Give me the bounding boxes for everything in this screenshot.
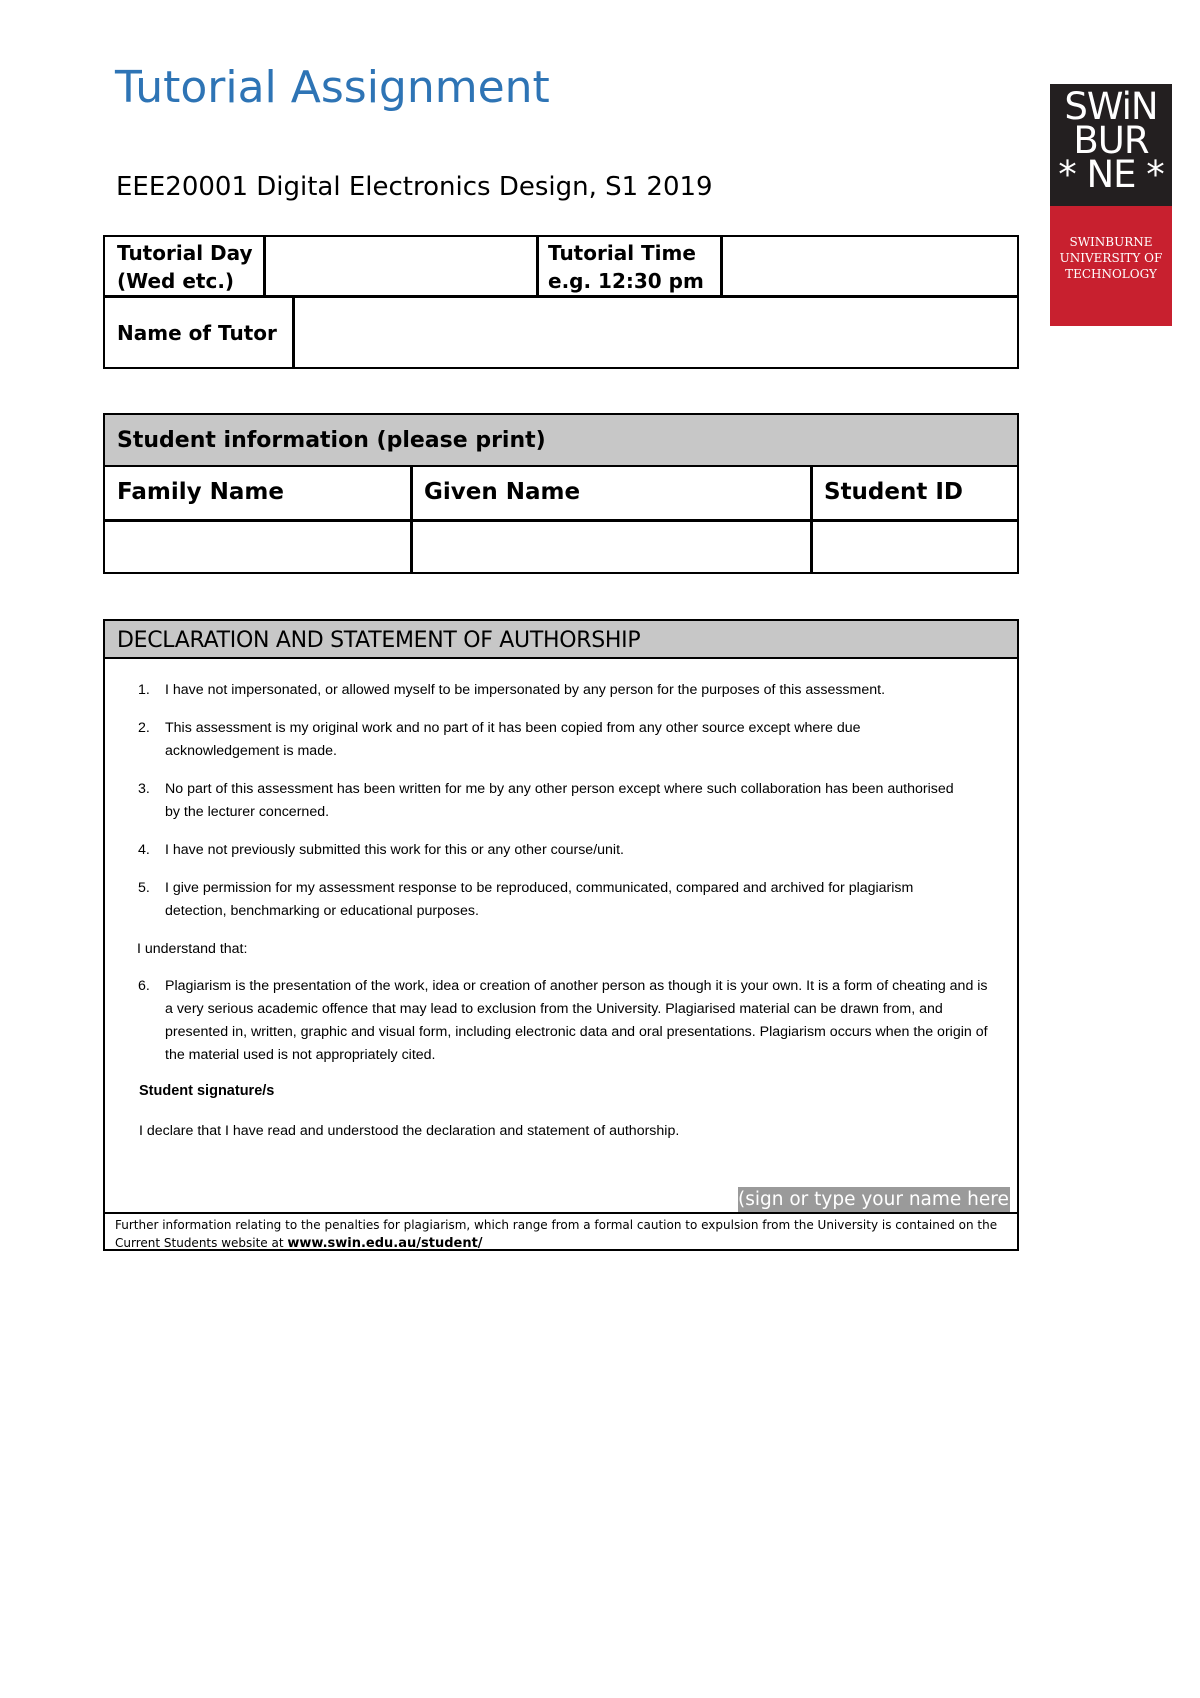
given-name-field[interactable]: [413, 522, 810, 572]
student-id-label: Student ID: [824, 479, 964, 505]
declaration-box: DECLARATION AND STATEMENT OF AUTHORSHIP 1. I have not impersonated, or allowed myself to be impersonated by any person for the purposes of this assessment. 2. This assessment is my original work and no part of it has been copied from any other source except where due acknowledgement is made. 3. No part of this assessment has been written for me by any other person except where such collaboration has been authorised by the lecturer concerned. 4. I have not previously submitted this work for this or any other course/unit. 5. I give permission for my assessment response to be reproduced, communicated, compared and archived for plagiarism detection, benchmarking or educational purposes. I understand that: 6. Plagiarism is the presentation of the work, idea or creation of another person as though it is your own. It is a form of cheating and is a very serious academic offence that may lead to exclusion from the University. Plagiarised material can be drawn from, and presented in, written, graphic and visual form, including electronic data and oral presentations. Plagiarism occurs when the origin of the material used is not appropriately cited. Student signature/s I declare that I have read and understood the declaration and statement of authorship. (sign or type your name here) Further information relating to the penalties for plagiarism, which range from a formal caution to expulsion from the University is contained on the Current Students website at www.swin.edu.au/student/: [103, 619, 1019, 1251]
student-website-link[interactable]: www.swin.edu.au/student/: [287, 1236, 483, 1251]
tutorial-time-label: Tutorial Time e.g. 12:30 pm: [548, 241, 704, 293]
tutor-name-field[interactable]: [295, 298, 1015, 366]
tutorial-time-field[interactable]: [723, 237, 1013, 295]
logo-university-name: SWINBURNE UNIVERSITY OF TECHNOLOGY: [1050, 206, 1172, 326]
tutor-name-label: Name of Tutor: [117, 321, 277, 345]
page-title: Tutorial Assignment: [115, 62, 550, 113]
family-name-field[interactable]: [105, 522, 410, 572]
student-id-field[interactable]: [813, 522, 1016, 572]
understand-text: I understand that:: [137, 941, 248, 957]
given-name-label: Given Name: [424, 479, 581, 505]
student-info-table: [103, 413, 1019, 574]
logo-wordmark: SWiN BUR * NE *: [1050, 84, 1172, 206]
divider: [536, 237, 539, 297]
declare-text: I declare that I have read and understood the declaration and statement of authorship.: [139, 1123, 680, 1139]
tutorial-details-table: [103, 235, 1019, 369]
plagiarism-footer: Further information relating to the penalties for plagiarism, which range from a formal caution to expulsion from the University is contained on the Current Students website at www.swin.edu.au/student/: [105, 1212, 1017, 1250]
unit-subtitle: EEE20001 Digital Electronics Design, S1 2019: [116, 172, 713, 202]
tutorial-day-field[interactable]: [266, 237, 536, 295]
signature-field[interactable]: (sign or type your name here): [738, 1187, 1010, 1213]
declaration-heading: DECLARATION AND STATEMENT OF AUTHORSHIP: [105, 621, 1017, 659]
signature-label: Student signature/s: [139, 1083, 275, 1099]
swinburne-logo: [1050, 84, 1172, 326]
tutorial-day-label: Tutorial Day (Wed etc.): [117, 241, 253, 293]
family-name-label: Family Name: [117, 479, 284, 505]
student-info-heading: Student information (please print): [105, 415, 1017, 467]
